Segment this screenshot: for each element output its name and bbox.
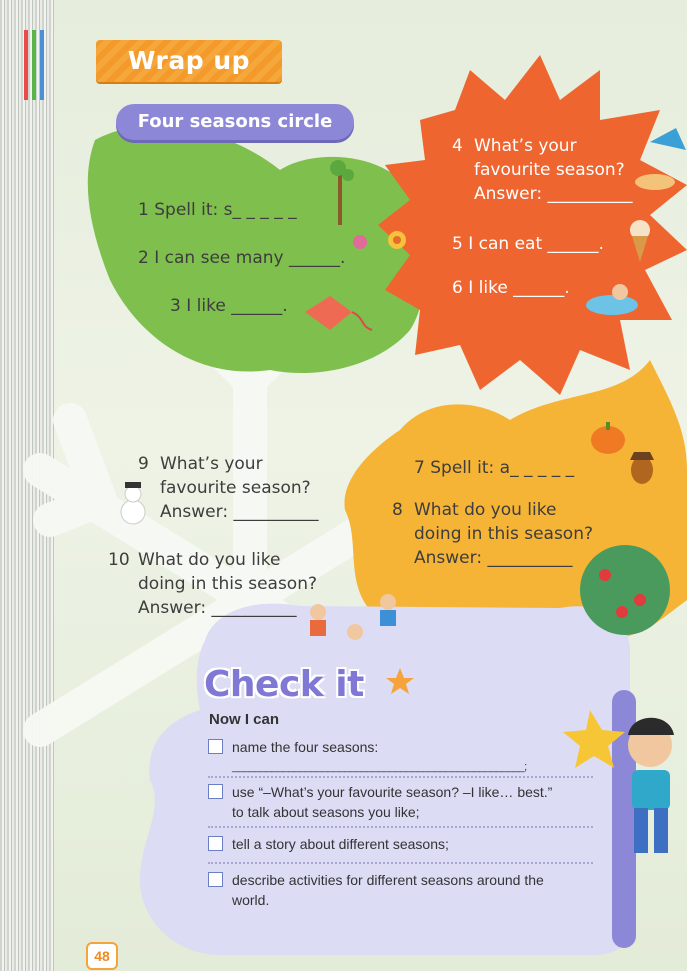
question-6 (452, 276, 570, 300)
question-text-line: doing in this season? (414, 524, 593, 544)
checklist-text: describe activities for different seasons around the (232, 872, 544, 888)
page-number: 48 (86, 942, 118, 970)
divider (208, 826, 593, 828)
question-text-line: What’s your (160, 454, 263, 474)
question-text: I can see many ______. (154, 248, 346, 268)
question-5 (452, 232, 604, 256)
page-title: Wrap up (127, 46, 251, 75)
question-number: 1 (138, 200, 149, 220)
question-number: 4 (452, 136, 463, 156)
question-text-line: What do you like (138, 550, 281, 570)
checklist-text-continued: to talk about seasons you like; (232, 804, 420, 820)
question-text-line: doing in this season? (138, 574, 317, 594)
question-4 (452, 134, 633, 204)
question-text-line: What do you like (414, 500, 557, 520)
question-9 (138, 452, 319, 522)
checklist-item-3 (208, 834, 593, 854)
question-number: 6 (452, 278, 463, 298)
question-text: Spell it: a_ _ _ _ _ (430, 458, 575, 478)
answer-line: Answer: __________ (474, 184, 633, 204)
question-8 (392, 498, 593, 568)
question-2 (138, 246, 345, 270)
checkbox[interactable] (208, 739, 223, 754)
answer-line: Answer: __________ (160, 502, 319, 522)
question-text: I like ______. (186, 296, 288, 316)
checkbox[interactable] (208, 836, 223, 851)
question-text-line: favourite season? (160, 478, 311, 498)
divider (208, 776, 593, 778)
question-number: 7 (414, 458, 425, 478)
checklist-text: tell a story about different seasons; (232, 836, 449, 852)
checklist-text: use “–What’s your favourite season? –I like… best.” (232, 784, 553, 800)
question-3 (170, 294, 288, 318)
divider (208, 862, 593, 864)
question-1 (138, 198, 297, 222)
answer-line: Answer: __________ (138, 598, 297, 618)
section-subtitle: Four seasons circle (137, 111, 333, 132)
checklist-item-4 (208, 870, 593, 910)
question-number: 10 (108, 550, 130, 570)
wrap-up-title-tab (96, 40, 282, 82)
check-it-title: Check it (204, 664, 364, 705)
question-number: 3 (170, 296, 181, 316)
question-text-line: What’s your (474, 136, 577, 156)
checklist-item-2 (208, 782, 593, 822)
snowman-icon (121, 482, 145, 524)
question-7 (414, 456, 574, 480)
checkbox[interactable] (208, 784, 223, 799)
question-number: 5 (452, 234, 463, 254)
question-number: 9 (138, 454, 149, 474)
question-number: 8 (392, 500, 403, 520)
checkbox[interactable] (208, 872, 223, 887)
question-number: 2 (138, 248, 149, 268)
question-text: I like ______. (468, 278, 570, 298)
checklist-text-continued: world. (232, 892, 270, 908)
question-text-line: favourite season? (474, 160, 625, 180)
now-i-can-label: Now I can (209, 711, 280, 728)
section-subtitle-pill (116, 104, 354, 140)
answer-line: Answer: __________ (414, 548, 573, 568)
checklist-item-1 (208, 737, 593, 777)
checklist-answer-line: ____________________________________________________; (232, 761, 527, 773)
checklist-text: name the four seasons: (232, 739, 379, 755)
question-text: I can eat ______. (468, 234, 604, 254)
question-text: Spell it: s_ _ _ _ _ (154, 200, 297, 220)
question-10 (108, 548, 317, 618)
